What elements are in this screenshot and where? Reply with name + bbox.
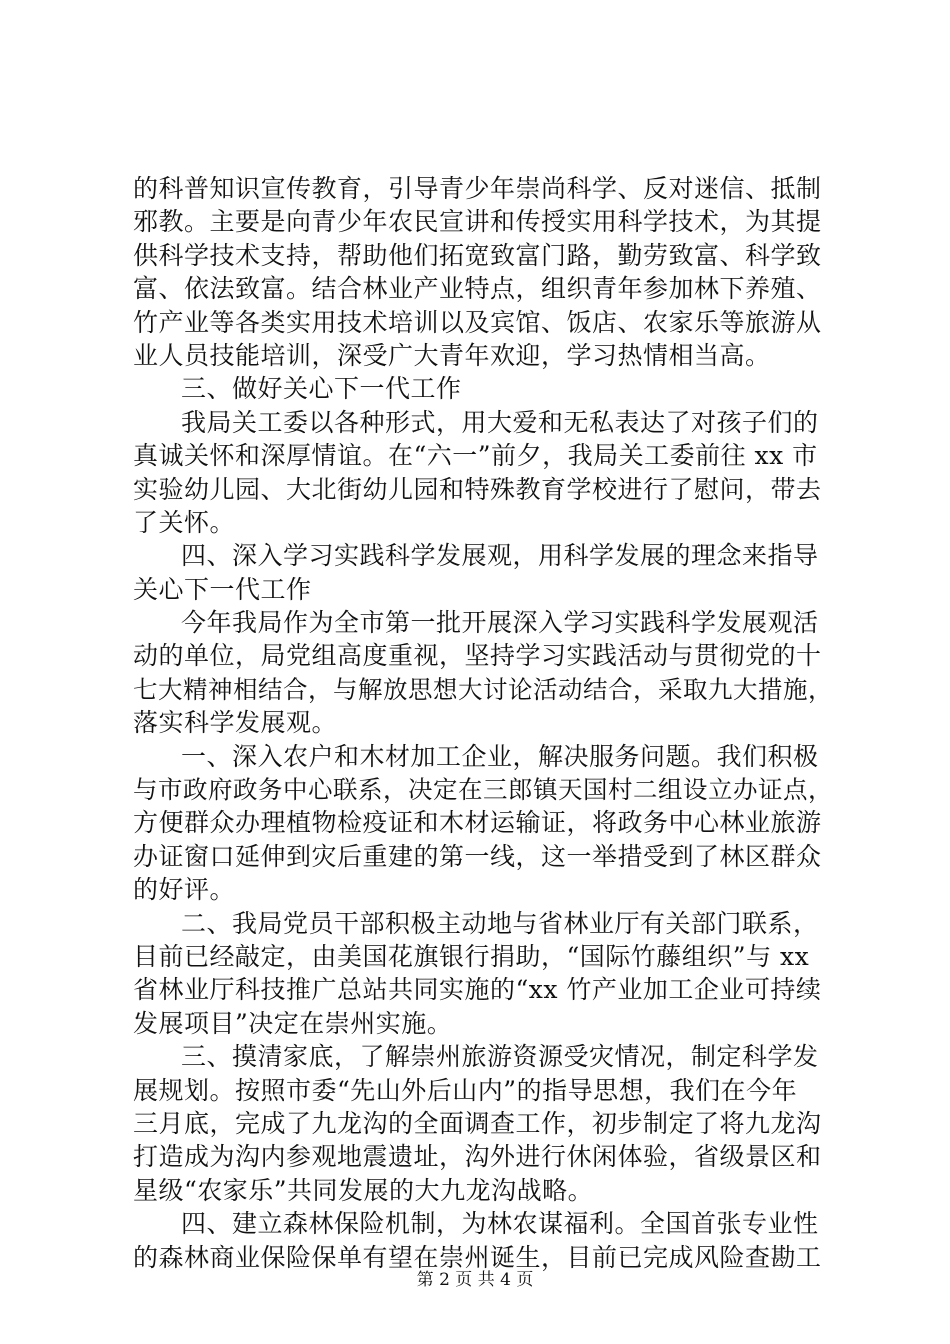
text-line: 动的单位，局党组高度重视，坚持学习实践活动与贯彻党的十: [133, 641, 822, 671]
text-line: 省林业厅科技推广总站共同实施的“xx 竹产业加工企业可持续: [133, 975, 822, 1005]
text-line: 目前已经敲定，由美国花旗银行捐助，“国际竹藤组织”与 xx: [133, 941, 810, 971]
text-line: 的好评。: [133, 875, 236, 905]
text-line: 发展项目”决定在崇州实施。: [133, 1008, 453, 1038]
text-line: 办证窗口延伸到灾后重建的第一线，这一举措受到了林区群众: [133, 841, 822, 871]
text-line: 一、深入农户和木材加工企业，解决服务问题。我们积极: [181, 741, 819, 771]
text-line: 星级“农家乐”共同发展的大九龙沟战略。: [133, 1175, 594, 1205]
text-line: 二、我局党员干部积极主动地与省林业厅有关部门联系，: [181, 908, 819, 938]
text-line: 的科普知识宣传教育，引导青少年崇尚科学、反对迷信、抵制: [133, 174, 822, 203]
body-text: [133, 172, 833, 1274]
text-line: 七大精神相结合，与解放思想大讨论活动结合，采取九大措施，: [133, 674, 833, 704]
text-line: 三、做好关心下一代工作: [181, 374, 462, 404]
text-line: 实验幼儿园、大北街幼儿园和特殊教育学校进行了慰问，带去: [133, 474, 822, 504]
text-line: 打造成为沟内参观地震遗址，沟外进行休闲体验，省级景区和: [133, 1142, 822, 1172]
text-line: 的森林商业保险保单有望在崇州诞生，目前已完成风险查勘工: [133, 1242, 822, 1272]
text-line: 邪教。主要是向青少年农民宣讲和传授实用科学技术，为其提: [133, 207, 822, 237]
text-line: 竹产业等各类实用技术培训以及宾馆、饭店、农家乐等旅游从: [133, 307, 822, 337]
text-line: 了关怀。: [133, 507, 236, 537]
text-line: 展规划。按照市委“先山外后山内”的指导思想，我们在今年: [133, 1075, 798, 1105]
text-line: 富、依法致富。结合林业产业特点，组织青年参加林下养殖、: [133, 274, 822, 304]
text-line: 我局关工委以各种形式，用大爱和无私表达了对孩子们的: [181, 407, 819, 437]
text-line: 四、建立森林保险机制，为林农谋福利。全国首张专业性: [181, 1209, 819, 1239]
text-line: 方便群众办理植物检疫证和木材运输证，将政务中心林业旅游: [133, 808, 822, 838]
text-line: 与市政府政务中心联系，决定在三郎镇天国村二组设立办证点，: [133, 775, 833, 805]
text-line: 今年我局作为全市第一批开展深入学习实践科学发展观活: [181, 608, 819, 638]
text-line: 四、深入学习实践科学发展观，用科学发展的理念来指导: [181, 541, 819, 571]
text-line: 落实科学发展观。: [133, 708, 338, 738]
page-footer: 第 2 页 共 4 页: [416, 1270, 534, 1290]
text-line: 三、摸清家底，了解崇州旅游资源受灾情况，制定科学发: [181, 1042, 819, 1072]
text-line: 三月底，完成了九龙沟的全面调查工作，初步制定了将九龙沟: [133, 1108, 822, 1138]
text-line: 供科学技术支持，帮助他们拓宽致富门路，勤劳致富、科学致: [133, 240, 822, 270]
text-line: 真诚关怀和深厚情谊。在“六一”前夕，我局关工委前往 xx 市: [133, 441, 818, 471]
text-line: 业人员技能培训，深受广大青年欢迎，学习热情相当高。: [133, 340, 771, 370]
text-line: 关心下一代工作: [133, 574, 312, 604]
